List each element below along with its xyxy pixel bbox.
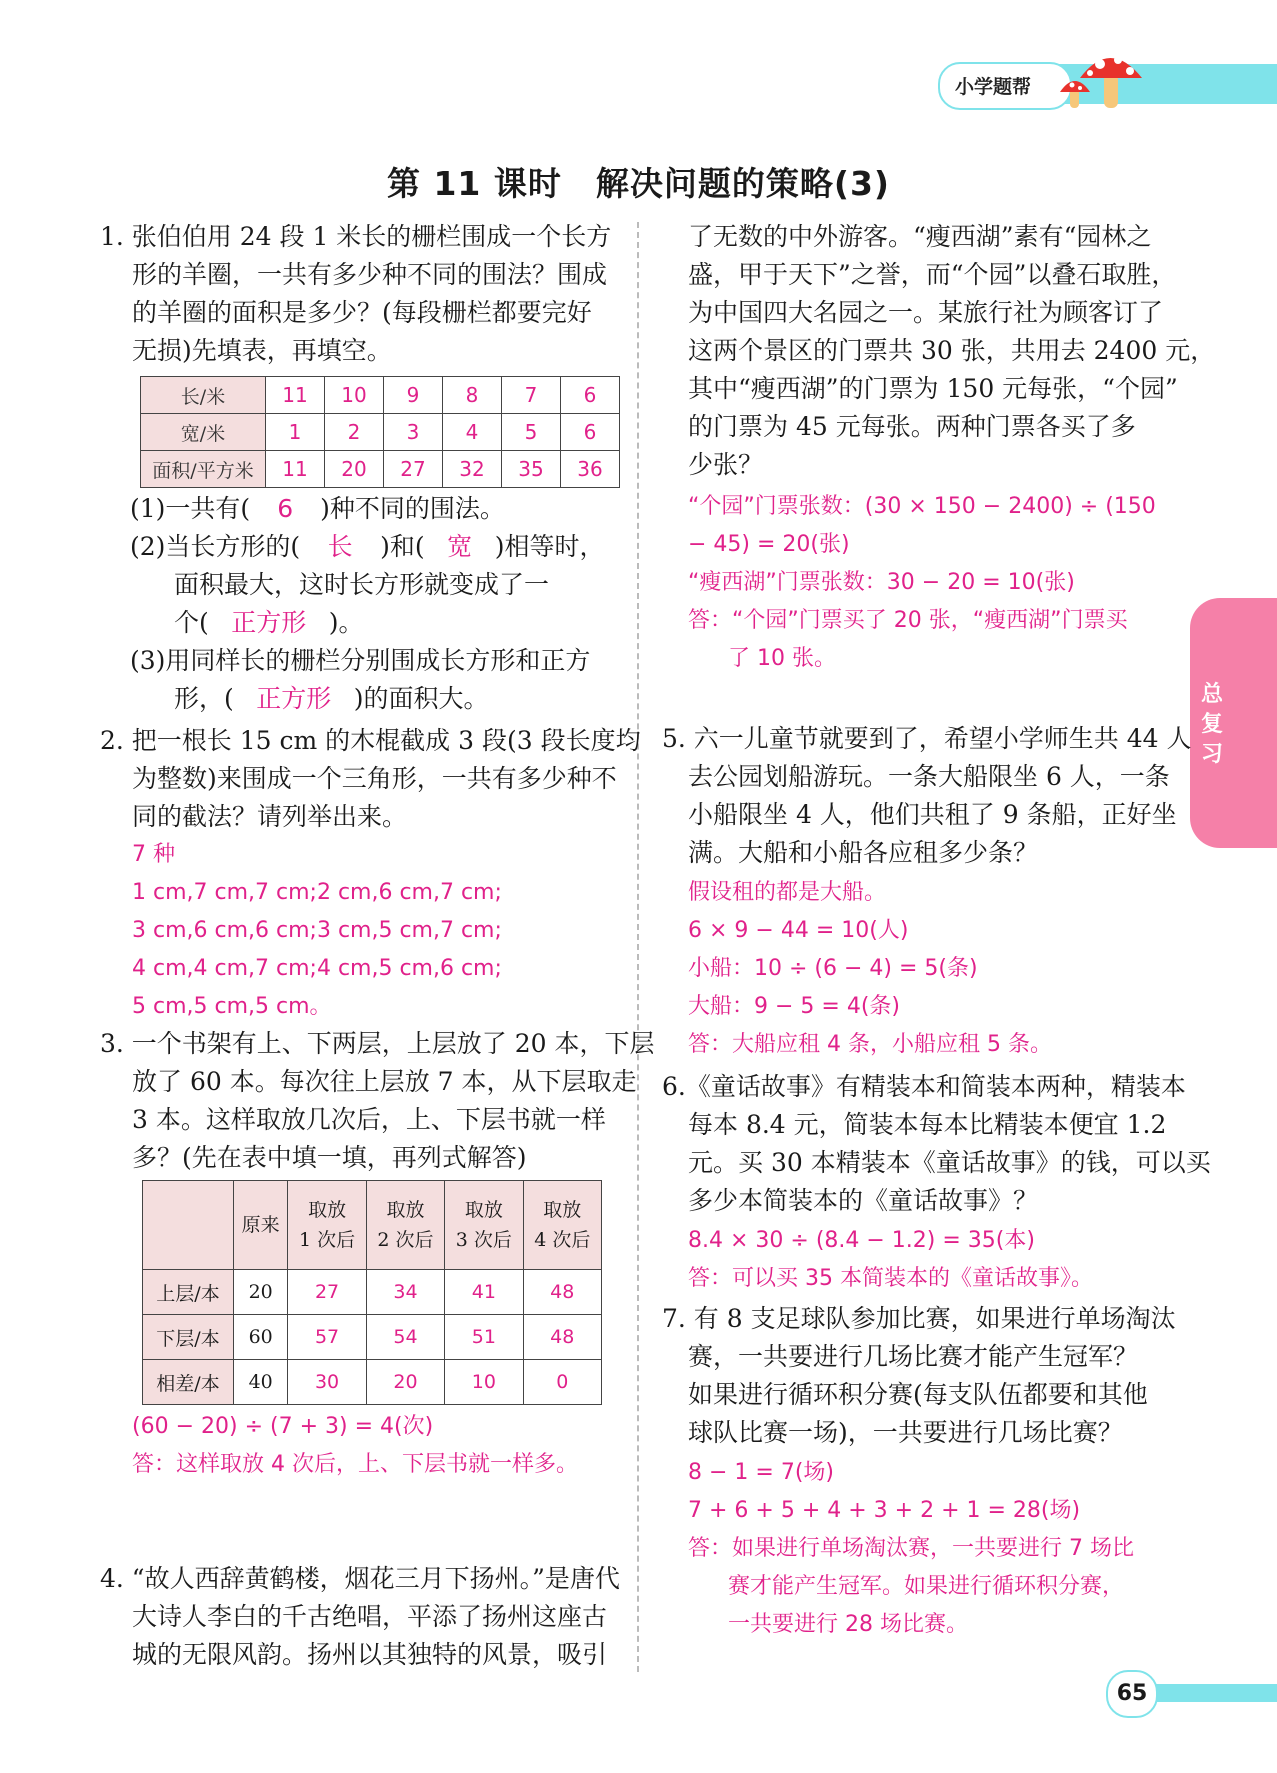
table-cell: 8 bbox=[443, 377, 502, 414]
brand-label: 小学题帮 bbox=[955, 76, 1032, 98]
text: )和( bbox=[380, 532, 425, 561]
q6-line: 多少本简装本的《童话故事》？ bbox=[688, 1186, 1039, 1215]
answer-line: 答：大船应租 4 条，小船应租 5 条。 bbox=[688, 1032, 1052, 1057]
q2-answers bbox=[132, 836, 502, 1026]
table-cell: 35 bbox=[502, 451, 561, 488]
column-header: 原来 bbox=[234, 1181, 288, 1270]
answer-line: “个园”门票张数：(30 × 150 − 2400) ÷ (150 bbox=[688, 494, 1156, 519]
q1-line: 1. 张伯伯用 24 段 1 米长的栅栏围成一个长方 bbox=[100, 222, 612, 251]
row-header: 宽/米 bbox=[141, 414, 266, 451]
mushroom-icon bbox=[1060, 44, 1160, 114]
q5-line: 满。大船和小船各应租多少条？ bbox=[688, 838, 1039, 867]
q3-line: 多？(先在表中填一填，再列式解答) bbox=[132, 1143, 527, 1172]
table-row bbox=[141, 414, 620, 451]
table-cell: 54 bbox=[366, 1315, 444, 1360]
table-cell: 40 bbox=[234, 1360, 288, 1405]
table-cell: 60 bbox=[234, 1315, 288, 1360]
answer: 长 bbox=[327, 532, 353, 561]
table-cell: 3 bbox=[384, 414, 443, 451]
corner-cell bbox=[143, 1181, 234, 1270]
q4-line: 大诗人李白的千古绝唱，平添了扬州这座古 bbox=[132, 1602, 608, 1631]
q4-line: 了无数的中外游客。“瘦西湖”素有“园林之 bbox=[688, 222, 1152, 251]
answer-line: 答：“个园”门票买了 20 张，“瘦西湖”门票买 bbox=[688, 608, 1128, 633]
table-cell: 27 bbox=[288, 1270, 366, 1315]
q1-sub2 bbox=[130, 528, 604, 566]
table-row bbox=[143, 1270, 602, 1315]
table-cell: 20 bbox=[234, 1270, 288, 1315]
q2-line: 2. 把一根长 15 cm 的木棍截成 3 段(3 段长度均 bbox=[100, 726, 641, 755]
q1-sub3-line2 bbox=[130, 680, 604, 718]
text: 形，( bbox=[174, 684, 234, 713]
answer-line: 了 10 张。 bbox=[728, 646, 836, 671]
table-row bbox=[141, 451, 620, 488]
answer-line: 大船：9 − 5 = 4(条) bbox=[688, 994, 900, 1019]
question-2 bbox=[100, 722, 641, 836]
text: (1)一共有( bbox=[130, 494, 251, 523]
table-cell: 5 bbox=[502, 414, 561, 451]
page-title: 第 11 课时 解决问题的策略(3) bbox=[386, 164, 891, 203]
column-header: 取放 2 次后 bbox=[366, 1181, 444, 1270]
answer-line: “瘦西湖”门票张数：30 − 20 = 10(张) bbox=[688, 570, 1075, 595]
table-row bbox=[143, 1360, 602, 1405]
q6-line: 6.《童话故事》有精装本和简装本两种，精装本 bbox=[662, 1072, 1186, 1101]
answer: 正方形 bbox=[231, 608, 307, 637]
table-cell: 10 bbox=[445, 1360, 523, 1405]
q6-line: 每本 8.4 元，简装本每本比精装本便宜 1.2 bbox=[688, 1110, 1167, 1139]
table-cell: 20 bbox=[325, 451, 384, 488]
table-cell: 48 bbox=[523, 1270, 601, 1315]
q4-line: 4. “故人西辞黄鹤楼，烟花三月下扬州。”是唐代 bbox=[100, 1564, 620, 1593]
q1-sub3-line1: (3)用同样长的栅栏分别围成长方形和正方 bbox=[130, 646, 591, 675]
answer-line: 答：如果进行单场淘汰赛，一共要进行 7 场比 bbox=[688, 1536, 1134, 1561]
text: (2)当长方形的( bbox=[130, 532, 301, 561]
q4-line: 这两个景区的门票共 30 张，共用去 2400 元， bbox=[688, 336, 1216, 365]
question-3 bbox=[100, 1025, 655, 1177]
q3-line: 3 本。这样取放几次后，上、下层书就一样 bbox=[132, 1105, 606, 1134]
answer-line: 5 cm,5 cm,5 cm。 bbox=[132, 994, 332, 1019]
table-cell: 30 bbox=[288, 1360, 366, 1405]
table-cell: 7 bbox=[502, 377, 561, 414]
column-header: 取放 1 次后 bbox=[288, 1181, 366, 1270]
answer-line: 6 × 9 − 44 = 10(人) bbox=[688, 918, 909, 943]
q6-answers bbox=[688, 1222, 1093, 1298]
table-cell: 51 bbox=[445, 1315, 523, 1360]
table-cell: 41 bbox=[445, 1270, 523, 1315]
answer: 正方形 bbox=[256, 684, 332, 713]
row-header: 长/米 bbox=[141, 377, 266, 414]
q7-answers bbox=[688, 1454, 1134, 1644]
answer: 宽 bbox=[447, 532, 473, 561]
q4-line: 少张？ bbox=[688, 450, 764, 479]
question-4 bbox=[100, 1560, 620, 1674]
answer-line: 7 + 6 + 5 + 4 + 3 + 2 + 1 = 28(场) bbox=[688, 1498, 1081, 1523]
table-row bbox=[143, 1315, 602, 1360]
text: )相等时， bbox=[494, 532, 605, 561]
table-cell: 20 bbox=[366, 1360, 444, 1405]
q4-line: 盛，甲于天下”之誉，而“个园”以叠石取胜， bbox=[688, 260, 1177, 289]
question-5 bbox=[662, 720, 1192, 872]
q7-line: 7. 有 8 支足球队参加比赛，如果进行单场淘汰 bbox=[662, 1304, 1176, 1333]
q4-line: 的门票为 45 元每张。两种门票各买了多 bbox=[688, 412, 1136, 441]
table-cell: 32 bbox=[443, 451, 502, 488]
row-header: 上层/本 bbox=[143, 1270, 234, 1315]
answer-line: 假设租的都是大船。 bbox=[688, 880, 887, 905]
row-header: 面积/平方米 bbox=[141, 451, 266, 488]
q3-line: 放了 60 本。每次往上层放 7 本，从下层取走 bbox=[132, 1067, 637, 1096]
table-row bbox=[141, 377, 620, 414]
q5-line: 小船限坐 4 人，他们共租了 9 条船，正好坐 bbox=[688, 800, 1177, 829]
q1-table bbox=[140, 376, 620, 488]
answer-line: 8.4 × 30 ÷ (8.4 − 1.2) = 35(本) bbox=[688, 1228, 1035, 1253]
table-cell: 1 bbox=[266, 414, 325, 451]
q4-line: 为中国四大名园之一。某旅行社为顾客订了 bbox=[688, 298, 1164, 327]
footer-band bbox=[1140, 1684, 1277, 1702]
answer-line: 7 种 bbox=[132, 842, 175, 867]
table-cell: 36 bbox=[561, 451, 620, 488]
text: )种不同的围法。 bbox=[320, 494, 505, 523]
q1-sub2-line3 bbox=[130, 604, 604, 642]
table-cell: 27 bbox=[384, 451, 443, 488]
row-header: 相差/本 bbox=[143, 1360, 234, 1405]
answer-line: 答：可以买 35 本简装本的《童话故事》。 bbox=[688, 1266, 1093, 1291]
table-cell: 2 bbox=[325, 414, 384, 451]
answer-line: 1 cm,7 cm,7 cm;2 cm,6 cm,7 cm; bbox=[132, 880, 502, 905]
answer-line: 答：这样取放 4 次后，上、下层书就一样多。 bbox=[132, 1452, 578, 1477]
answer: 6 bbox=[277, 494, 294, 523]
text: 个( bbox=[174, 608, 209, 637]
table-cell: 34 bbox=[366, 1270, 444, 1315]
table-cell: 57 bbox=[288, 1315, 366, 1360]
answer-line: 一共要进行 28 场比赛。 bbox=[728, 1612, 968, 1637]
table-cell: 6 bbox=[561, 414, 620, 451]
question-7 bbox=[662, 1300, 1176, 1452]
q1-line: 形的羊圈，一共有多少种不同的围法？围成 bbox=[132, 260, 608, 289]
q7-line: 如果进行循环积分赛(每支队伍都要和其他 bbox=[688, 1380, 1148, 1409]
q4-answers bbox=[688, 488, 1156, 678]
column-header: 取放 4 次后 bbox=[523, 1181, 601, 1270]
table-cell: 48 bbox=[523, 1315, 601, 1360]
q2-line: 为整数)来围成一个三角形，一共有多少种不 bbox=[132, 764, 617, 793]
q3-line: 3. 一个书架有上、下两层，上层放了 20 本，下层 bbox=[100, 1029, 655, 1058]
table-header-row bbox=[143, 1181, 602, 1270]
answer-line: 8 − 1 = 7(场) bbox=[688, 1460, 834, 1485]
answer-line: (60 − 20) ÷ (7 + 3) = 4(次) bbox=[132, 1414, 434, 1439]
table-cell: 10 bbox=[325, 377, 384, 414]
q4-line: 城的无限风韵。扬州以其独特的风景，吸引 bbox=[132, 1640, 608, 1669]
q5-answers bbox=[688, 874, 1052, 1064]
table-cell: 4 bbox=[443, 414, 502, 451]
q3-answers bbox=[132, 1408, 578, 1484]
q6-line: 元。买 30 本精装本《童话故事》的钱，可以买 bbox=[688, 1148, 1211, 1177]
text: )。 bbox=[328, 608, 364, 637]
text: )的面积大。 bbox=[353, 684, 489, 713]
q3-table bbox=[142, 1180, 602, 1405]
q7-line: 赛，一共要进行几场比赛才能产生冠军？ bbox=[688, 1342, 1139, 1371]
q2-line: 同的截法？请列举出来。 bbox=[132, 802, 408, 831]
table-cell: 0 bbox=[523, 1360, 601, 1405]
column-header: 取放 3 次后 bbox=[445, 1181, 523, 1270]
answer-line: 赛才能产生冠军。如果进行循环积分赛， bbox=[728, 1574, 1125, 1599]
q1-line: 的羊圈的面积是多少？(每段栅栏都要完好 bbox=[132, 298, 592, 327]
row-header: 下层/本 bbox=[143, 1315, 234, 1360]
q1-subquestions bbox=[130, 490, 604, 718]
q7-line: 球队比赛一场)，一共要进行几场比赛？ bbox=[688, 1418, 1123, 1447]
table-cell: 6 bbox=[561, 377, 620, 414]
q1-sub2-line2: 面积最大，这时长方形就变成了一 bbox=[174, 570, 550, 599]
answer-line: 小船：10 ÷ (6 − 4) = 5(条) bbox=[688, 956, 978, 981]
question-1 bbox=[100, 218, 611, 370]
answer-line: 3 cm,6 cm,6 cm;3 cm,5 cm,7 cm; bbox=[132, 918, 502, 943]
q1-sub1 bbox=[130, 490, 604, 528]
page-number: 65 bbox=[1106, 1670, 1158, 1718]
q4-line: 其中“瘦西湖”的门票为 150 元每张，“个园” bbox=[688, 374, 1178, 403]
q5-line: 5. 六一儿童节就要到了，希望小学师生共 44 人 bbox=[662, 724, 1192, 753]
table-cell: 11 bbox=[266, 451, 325, 488]
table-cell: 11 bbox=[266, 377, 325, 414]
q1-line: 无损)先填表，再填空。 bbox=[132, 336, 392, 365]
answer-line: − 45) = 20(张) bbox=[688, 532, 850, 557]
answer-line: 4 cm,4 cm,7 cm;4 cm,5 cm,6 cm; bbox=[132, 956, 502, 981]
q5-line: 去公园划船游玩。一条大船限坐 6 人，一条 bbox=[688, 762, 1170, 791]
side-tab-label: 总复习 bbox=[1200, 682, 1223, 767]
column-divider bbox=[637, 222, 639, 1672]
table-cell: 9 bbox=[384, 377, 443, 414]
question-4-continued bbox=[688, 218, 1215, 484]
question-6 bbox=[662, 1068, 1211, 1220]
